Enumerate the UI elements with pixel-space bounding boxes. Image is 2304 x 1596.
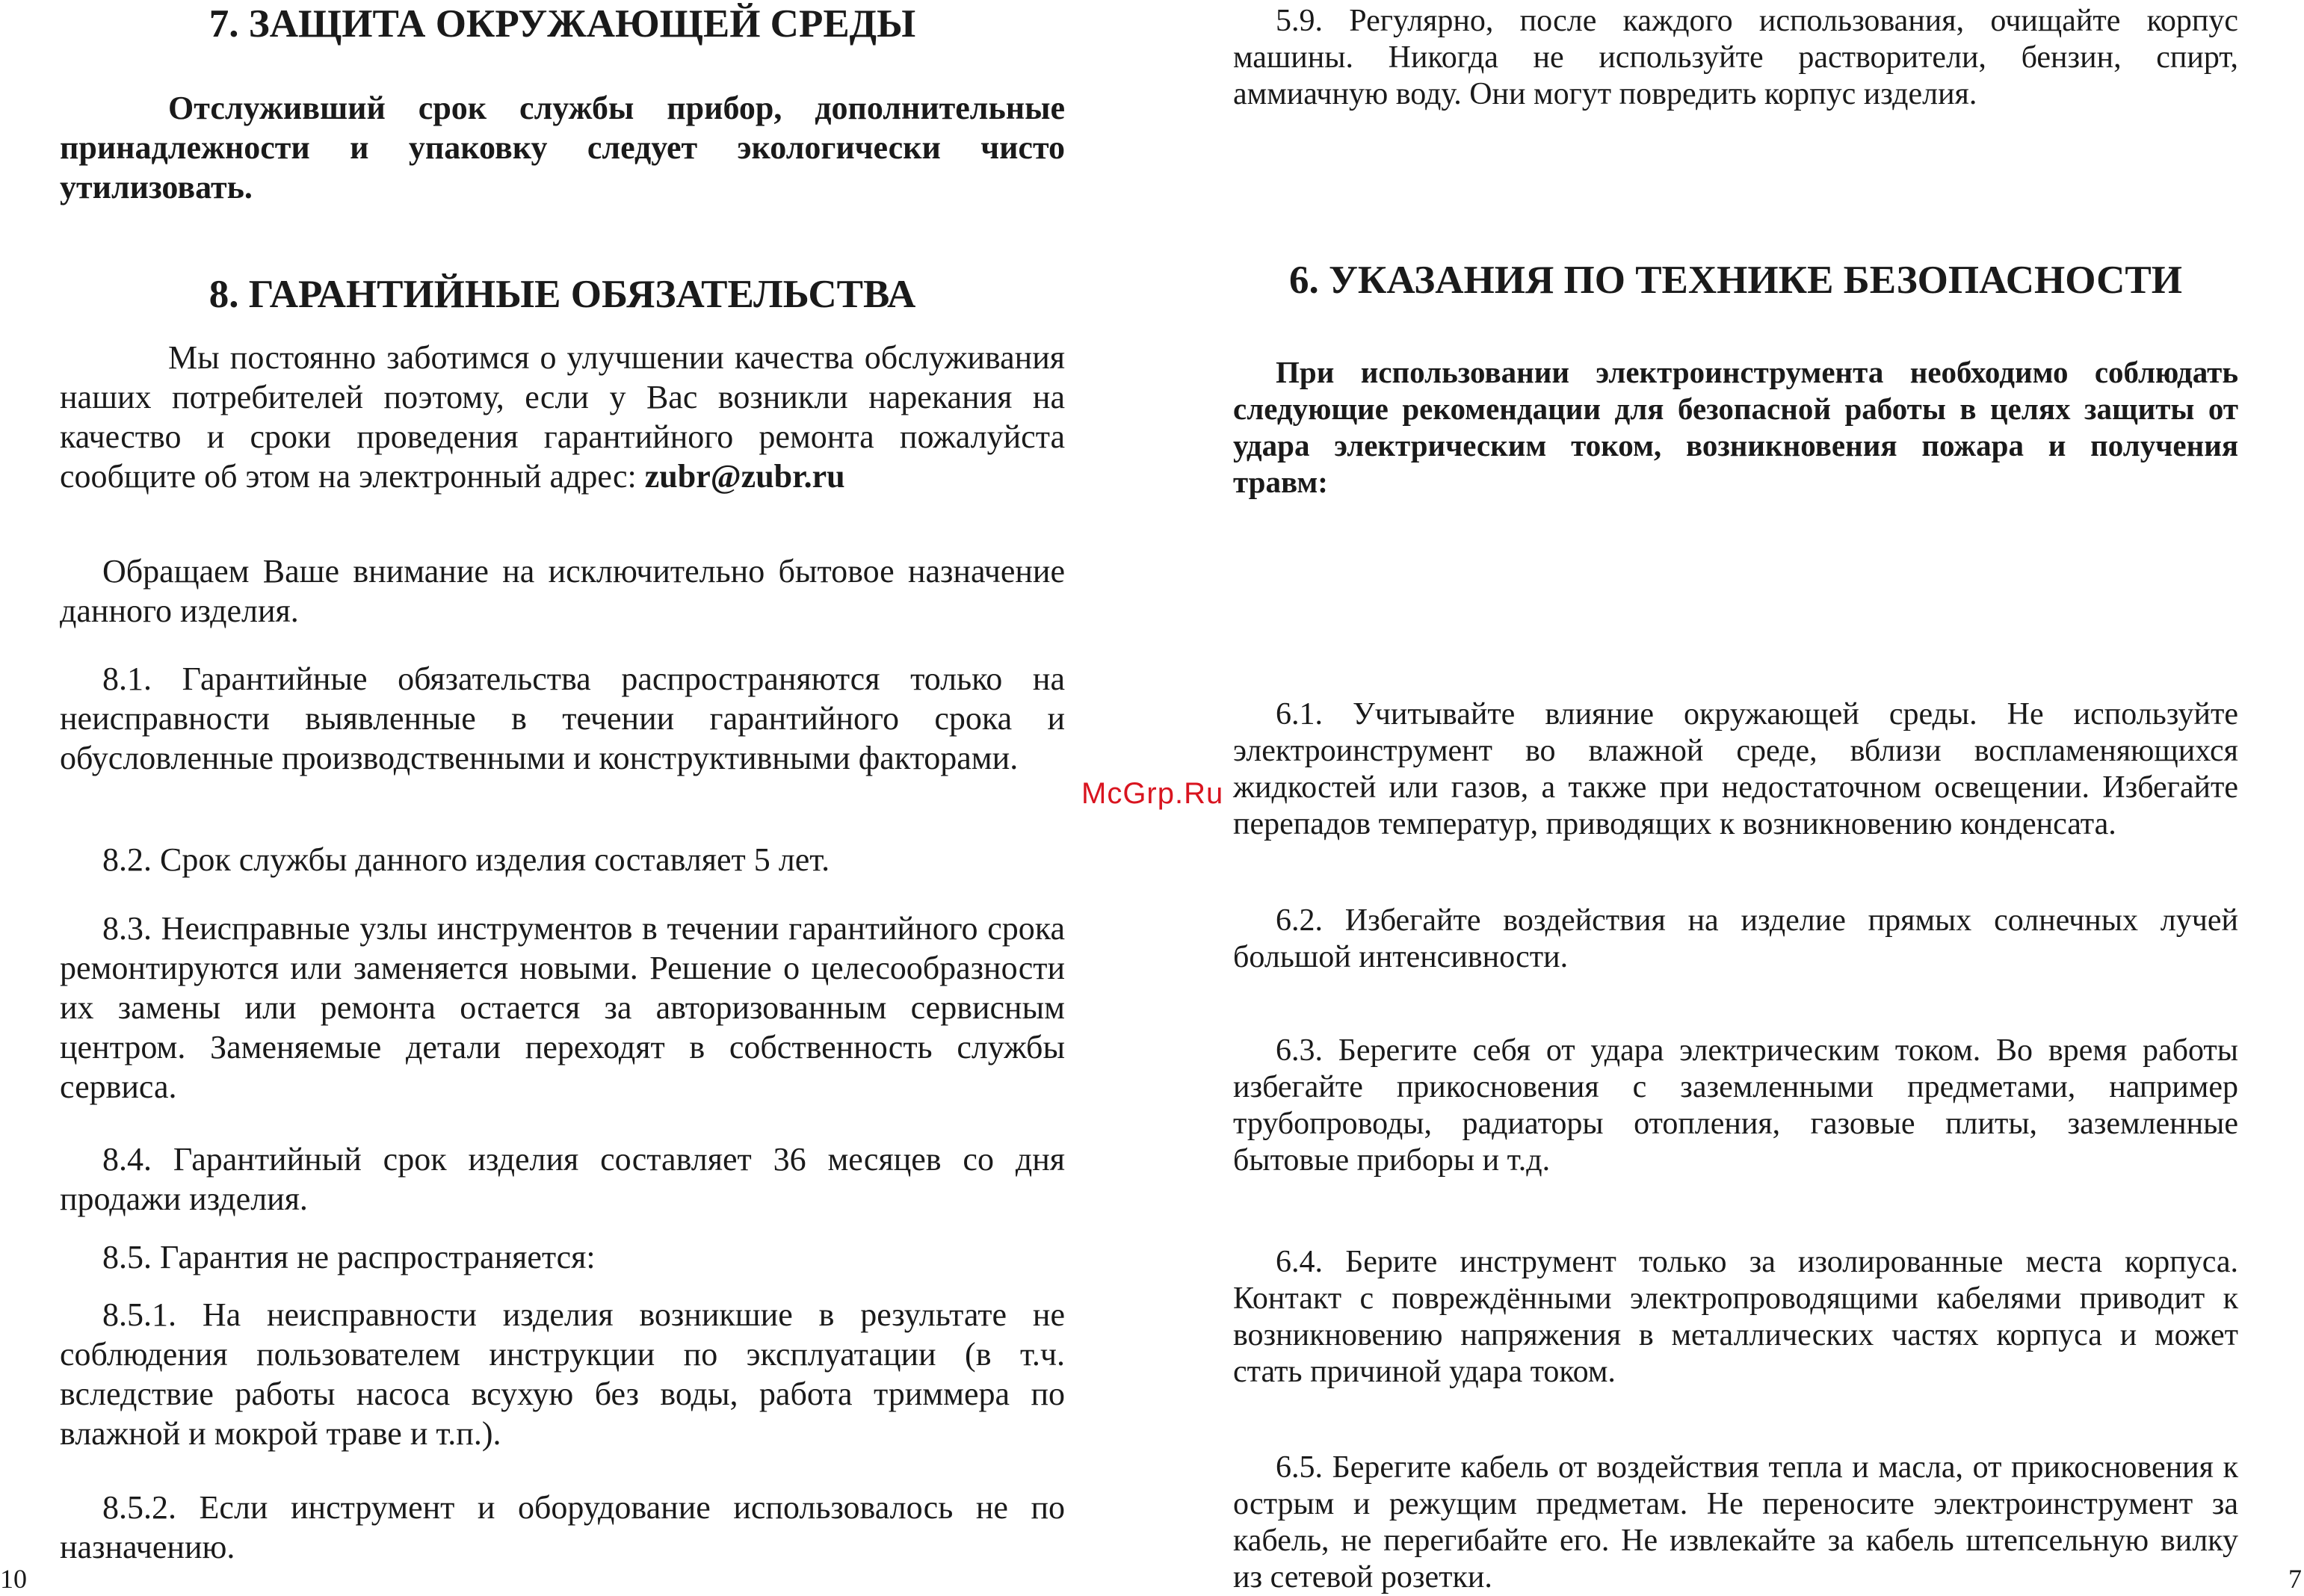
paragraph-6-1: 6.1. Учитывайте влияние окружающей среды. Не используйте электроинструмент во влажной среде, вблизи воспламеняющихся жидкостей или газов, а также при недостаточном освещении. Избегайте перепадов температур, приводящих к возникновению конденсата. [1233,697,2238,841]
section-8-intro [60,338,1065,496]
support-email-link[interactable]: zubr@zubr.ru [644,458,845,495]
paragraph-8-1: 8.1. Гарантийные обязательства распространяются только на неисправности выявленные в течении гарантийного срока и обусловленные производственными и конструктивными факторами. [60,661,1065,776]
paragraph-6-5: 6.5. Берегите кабель от воздействия тепла и масла, от прикосновения к острым и режущим предметам. Не переносите электроинструмент за кабель, не перегибайте его. Не извлекайте за кабель штепсельную вилку из сетевой розетки. [1233,1450,2238,1595]
section-6-intro: При использовании электроинструмента необходимо соблюдать следующие рекомендации для безопасной работы в целях защиты от удара электрическим током, возникновения пожара и получения травм: [1233,355,2238,499]
paragraph-6-2: 6.2. Избегайте воздействия на изделие прямых солнечных лучей большой интенсивности. [1233,903,2238,974]
watermark-link[interactable]: McGrp.Ru [1081,777,1224,810]
paragraph-8-5: 8.5. Гарантия не распространяется: [102,1239,596,1275]
paragraph-8-5-2: 8.5.2. Если инструмент и оборудование использовалось не по назначению. [60,1489,1065,1565]
right-page-number: 7 [2288,1564,2302,1594]
section-6-title: 6. УКАЗАНИЯ ПО ТЕХНИКЕ БЕЗОПАСНОСТИ [1289,259,2182,302]
paragraph-6-3: 6.3. Берегите себя от удара электрическим током. Во время работы избегайте прикосновения с заземленными предметами, например трубопроводы, радиаторы отопления, газовые плиты, заземленные бытовые приборы и т.д. [1233,1033,2238,1178]
section-7-text: Отслуживший срок службы прибор, дополнительные принадлежности и упаковку следует экологически чисто утилизовать. [60,90,1065,205]
paragraph-6-4: 6.4. Берите инструмент только за изолированные места корпуса. Контакт с повреждёнными электропроводящими кабелями приводит к возникновению напряжения в металлических частях корпуса и может стать причиной удара током. [1233,1245,2238,1389]
section-8-intro-text: Мы постоянно заботимся о улучшении качества обслуживания наших потребителей поэтому, если у Вас возникли нарекания на качество и сроки проведения гарантийного ремонта пожалуйста сообщите об этом на электронный адрес: [60,339,1065,495]
section-8-title: 8. ГАРАНТИЙНЫЕ ОБЯЗАТЕЛЬСТВА [209,273,916,316]
paragraph-8-5-1: 8.5.1. На неисправности изделия возникшие в результате не соблюдения пользователем инструкции по эксплуатации (в т.ч. вследствие работы насоса всухую без воды, работа триммера по влажной и мокрой траве и т.п.). [60,1296,1065,1452]
section-7-title: 7. ЗАЩИТА ОКРУЖАЮЩЕЙ СРЕДЫ [209,2,916,46]
left-page-number: 10 [0,1564,27,1594]
paragraph-8-3: 8.3. Неисправные узлы инструментов в течении гарантийного срока ремонтируются или заменяется новыми. Решение о целесообразности их замены или ремонта остается за авторизованным сервисным центром. Заменяемые детали переходят в собственность службы сервиса. [60,910,1065,1105]
household-notice: Обращаем Ваше внимание на исключительно бытовое назначение данного изделия. [60,553,1065,629]
paragraph-8-4: 8.4. Гарантийный срок изделия составляет 36 месяцев со дня продажи изделия. [60,1141,1065,1217]
paragraph-8-2: 8.2. Срок службы данного изделия составляет 5 лет. [102,841,830,878]
paragraph-5-9: 5.9. Регулярно, после каждого использования, очищайте корпус машины. Никогда не используйте растворители, бензин, спирт, аммиачную воду. Они могут повредить корпус изделия. [1233,4,2238,111]
